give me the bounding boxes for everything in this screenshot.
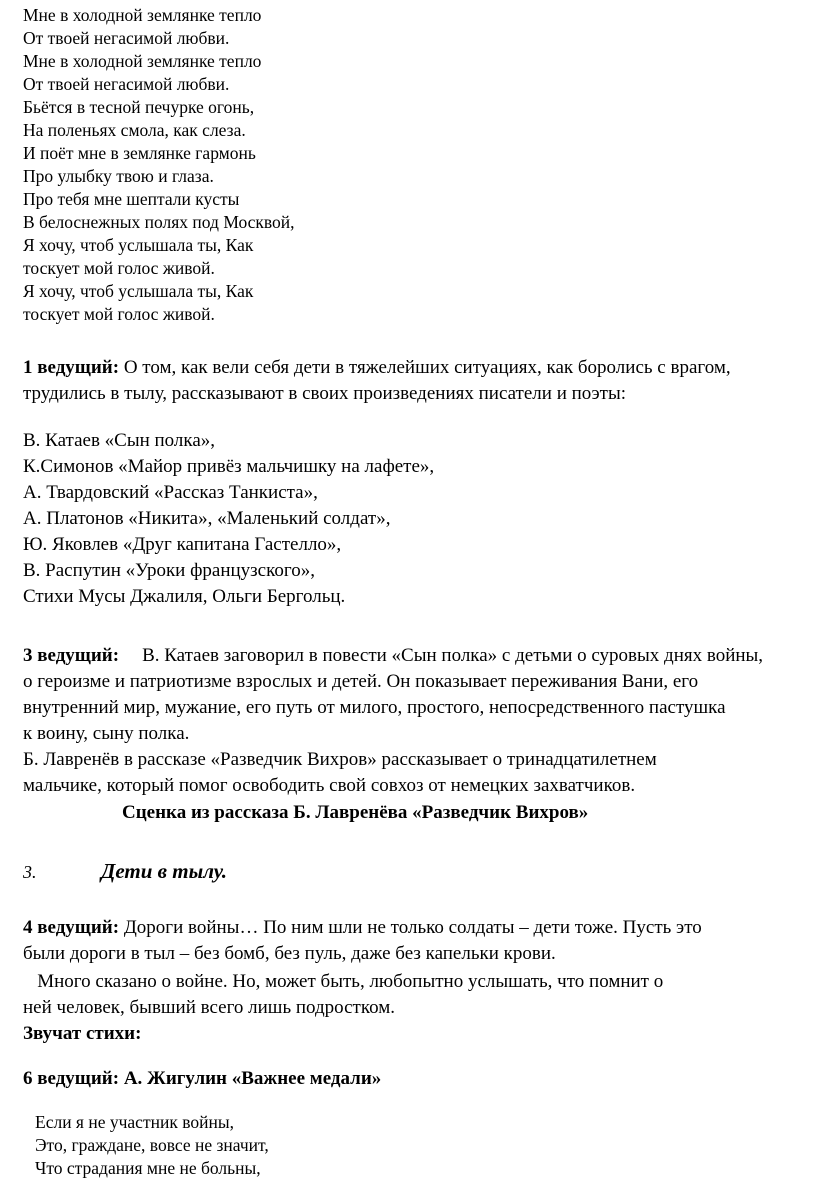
host1-paragraph-line: трудились в тылу, рассказывают в своих произведениях писатели и поэты:	[23, 383, 627, 404]
poem-line: От твоей негасимой любви.	[23, 28, 230, 48]
host6-line	[23, 1066, 381, 1092]
poem-line: Бьётся в тесной печурке огонь,	[23, 97, 255, 117]
works-list-item: Стихи Мусы Джалиля, Ольги Бергольц.	[23, 586, 346, 607]
host1-text: О том, как вели себя дети в тяжелейших ситуациях, как боролись с врагом,	[119, 357, 731, 378]
host3-paragraph-line: мальчике, который помог освободить свой совхоз от немецких захватчиков.	[23, 775, 636, 796]
works-list-item: К.Симонов «Майор привёз мальчишку на лафете»,	[23, 456, 435, 477]
works-list-item: Ю. Яковлев «Друг капитана Гастелло»,	[23, 534, 342, 555]
poem-line: тоскует мой голос живой.	[23, 258, 215, 278]
host3-paragraph-line: о героизме и патриотизме взрослых и детей. Он показывает переживания Вани, его	[23, 671, 699, 692]
poems-sound-label: Звучат стихи:	[23, 1023, 142, 1044]
host4-paragraph-line: ней человек, бывший всего лишь подростком.	[23, 997, 396, 1018]
host3-paragraph-line: внутренний мир, мужание, его путь от милого, простого, непосредственного пастушка	[23, 697, 726, 718]
poems-sound-heading	[23, 1021, 141, 1047]
works-list-item: В. Катаев «Сын полка»,	[23, 430, 216, 451]
host4-text: Дороги войны… По ним шли не только солдаты – дети тоже. Пусть это	[119, 917, 702, 938]
poem-line: Мне в холодной землянке тепло	[23, 51, 262, 71]
section-title: Дети в тылу.	[101, 859, 227, 883]
host4-label: 4 ведущий:	[23, 917, 120, 938]
poem-line: Про тебя мне шептали кусты	[23, 189, 240, 209]
host3-label: 3 ведущий:	[23, 645, 120, 666]
poem-line: На поленьях смола, как слеза.	[23, 120, 246, 140]
works-list-item: В. Распутин «Уроки французского»,	[23, 560, 315, 581]
host6-title: А. Жигулин «Важнее медали»	[123, 1068, 382, 1089]
host3-paragraph-line	[23, 643, 763, 669]
works-list-item: А. Платонов «Никита», «Маленький солдат»,	[23, 508, 391, 529]
section-number: 3.	[23, 862, 37, 882]
host3-paragraph-line: Б. Лавренёв в рассказе «Разведчик Вихров» рассказывает о тринадцатилетнем	[23, 749, 657, 770]
host6-label: 6 ведущий:	[23, 1068, 124, 1089]
poem-line: Что страдания мне не больны,	[35, 1158, 261, 1178]
poem-line: Я хочу, чтоб услышала ты, Как	[23, 235, 254, 255]
host1-label: 1 ведущий:	[23, 357, 120, 378]
host1-paragraph-line	[23, 355, 731, 381]
works-list-item: А. Твардовский «Рассказ Танкиста»,	[23, 482, 318, 503]
poem-line: И поёт мне в землянке гармонь	[23, 143, 256, 163]
host3-paragraph-line: к воину, сыну полка.	[23, 723, 190, 744]
poem-line: В белоснежных полях под Москвой,	[23, 212, 295, 232]
poem-line: Это, граждане, вовсе не значит,	[35, 1135, 269, 1155]
host4-paragraph-line	[23, 915, 702, 941]
host4-paragraph-line: Много сказано о войне. Но, может быть, любопытно услышать, что помнит о	[23, 971, 664, 992]
poem-line: От твоей негасимой любви.	[23, 74, 230, 94]
poem-line: Если я не участник войны,	[35, 1112, 234, 1132]
poem-line: Я хочу, чтоб услышала ты, Как	[23, 281, 254, 301]
scene-title: Сценка из рассказа Б. Лавренёва «Разведчик Вихров»	[122, 802, 589, 823]
poem-line: тоскует мой голос живой.	[23, 304, 215, 324]
host4-paragraph-line: были дороги в тыл – без бомб, без пуль, даже без капельки крови.	[23, 943, 556, 964]
poem-line: Мне в холодной землянке тепло	[23, 5, 262, 25]
host3-text: В. Катаев заговорил в повести «Сын полка» с детьми о суровых днях войны,	[142, 645, 764, 666]
poem-line: Про улыбку твою и глаза.	[23, 166, 214, 186]
